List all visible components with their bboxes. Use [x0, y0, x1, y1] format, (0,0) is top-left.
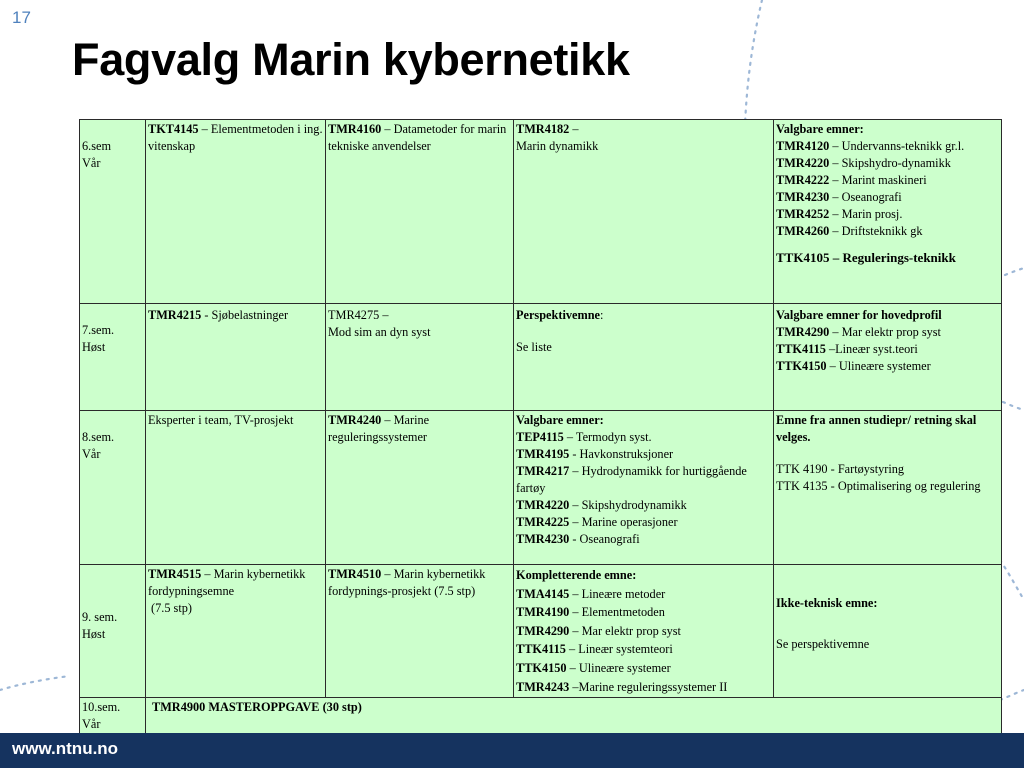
- elective-heading: Valgbare emner:: [776, 122, 864, 136]
- course-text: – Marin kybernetikk fordypnings-prosjekt (7.5 stp): [328, 567, 486, 598]
- elective-heading: Valgbare emner for hovedprofil: [776, 308, 942, 322]
- list-item: TMR4225 – Marine operasjoner: [516, 515, 678, 529]
- list-item: TMR4217 – Hydrodynamikk for hurtiggående fartøy: [516, 464, 747, 495]
- course-cell: [146, 565, 326, 698]
- list-item: TMR4290 – Mar elektr prop syst: [516, 623, 681, 638]
- list-item: TTK4150 – Ulineære systemer: [516, 660, 671, 675]
- extra-course: TTK4105 – Regulerings-teknikk: [776, 250, 956, 265]
- list-item: TMR4222 – Marint maskineri: [776, 173, 927, 187]
- course-text: – Marine reguleringssystemer: [328, 413, 430, 444]
- semester-season: Vår: [82, 156, 101, 170]
- elective-cell: [514, 565, 774, 698]
- course-cell: [146, 304, 326, 411]
- semester-season: Vår: [82, 447, 101, 461]
- course-cell: [146, 120, 326, 304]
- footer-bar: [0, 733, 1024, 768]
- course-table: [79, 119, 1002, 750]
- list-item: TTK4150 – Ulineære systemer: [776, 359, 931, 373]
- semester-label: 10.sem.: [82, 700, 121, 715]
- elective-heading: Kompletterende emne:: [516, 568, 637, 582]
- see-list-text: Se perspektivemne: [776, 637, 870, 651]
- course-cell: [514, 304, 774, 411]
- list-item: TMR4190 – Elementmetoden: [516, 605, 665, 620]
- semester-label: 7.sem.: [82, 323, 115, 337]
- list-item: TTK 4190 - Fartøystyring: [776, 462, 905, 476]
- list-item: TMR4252 – Marin prosj.: [776, 207, 903, 221]
- semester-season: Høst: [82, 340, 106, 354]
- elective-heading: Emne fra annen studiepr/ retning skal velges.: [776, 413, 977, 444]
- list-item: TTK4115 – Lineær systemteori: [516, 642, 673, 657]
- course-code: TMR4510: [328, 567, 382, 581]
- course-text: – Datametoder for marin tekniske anvendelser: [328, 122, 507, 153]
- slide-number: 17: [12, 8, 31, 27]
- course-code: TMR4215: [148, 308, 202, 322]
- see-list-text: Se liste: [516, 340, 552, 354]
- semester-season: Høst: [82, 627, 106, 641]
- semester-season: Vår: [82, 717, 101, 732]
- list-item: TMR4230 - Oseanografi: [516, 532, 640, 546]
- thesis-title: TMR4900 MASTEROPPGAVE (30 stp): [152, 700, 362, 715]
- course-code: TMR4240: [328, 413, 382, 427]
- list-item: TTK 4135 - Optimalisering og regulering: [776, 479, 981, 493]
- semester-label: 6.sem: [82, 139, 112, 153]
- course-text: – Marin kybernetikk fordypningsemne: [148, 567, 306, 598]
- semester-cell: [80, 411, 146, 565]
- table-row: [80, 411, 1002, 565]
- elective-cell: [774, 565, 1002, 698]
- course-text: – Elementmetoden i ing. vitenskap: [148, 122, 323, 153]
- table-row: [80, 120, 1002, 304]
- page-title: Fagvalg Marin kybernetikk: [72, 34, 630, 85]
- list-item: TMA4145 – Lineære metoder: [516, 586, 666, 601]
- course-text: Mod sim an dyn syst: [328, 325, 431, 339]
- course-cell: [326, 565, 514, 698]
- course-code: TMR4182: [516, 122, 570, 136]
- list-item: TMR4290 – Mar elektr prop syst: [776, 325, 941, 339]
- course-code: TMR4515: [148, 567, 202, 581]
- list-item: TMR4260 – Driftsteknikk gk: [776, 224, 923, 238]
- list-item: TMR4195 - Havkonstruksjoner: [516, 447, 674, 461]
- course-text: Eksperter i team, TV-prosjekt: [148, 413, 294, 427]
- elective-heading: Perspektivemne: [516, 308, 601, 322]
- course-cell: [514, 120, 774, 304]
- semester-cell: [80, 304, 146, 411]
- elective-heading: Valgbare emner:: [516, 413, 604, 427]
- list-item: TMR4220 – Skipshydrodynamikk: [516, 498, 687, 512]
- list-item: TEP4115 – Termodyn syst.: [516, 430, 652, 444]
- semester-cell: [80, 120, 146, 304]
- list-item: TMR4230 – Oseanografi: [776, 190, 902, 204]
- course-code: TKT4145: [148, 122, 199, 136]
- course-code: TMR4275 –: [328, 308, 389, 322]
- course-text: - Sjøbelastninger: [201, 308, 289, 322]
- semester-label: 8.sem.: [82, 430, 115, 444]
- heading-suffix: :: [600, 308, 604, 322]
- course-cell: [326, 120, 514, 304]
- elective-heading: Ikke-teknisk emne:: [776, 596, 878, 610]
- elective-cell: [774, 304, 1002, 411]
- course-cell: [146, 411, 326, 565]
- list-item: TMR4220 – Skipshydro-dynamikk: [776, 156, 951, 170]
- course-cell: [326, 304, 514, 411]
- semester-label: 9. sem.: [82, 610, 118, 624]
- elective-cell: [514, 411, 774, 565]
- course-cell: [326, 411, 514, 565]
- list-item: TMR4120 – Undervanns-teknikk gr.l.: [776, 139, 965, 153]
- table-row: [80, 565, 1002, 698]
- list-item: TMR4243 –Marine reguleringssystemer II: [516, 679, 728, 694]
- footer-url[interactable]: www.ntnu.no: [12, 739, 119, 758]
- course-code: TMR4160: [328, 122, 382, 136]
- table-row: [80, 304, 1002, 411]
- elective-cell: [774, 120, 1002, 304]
- course-text: Marin dynamikk: [516, 139, 599, 153]
- course-text: –: [569, 122, 579, 136]
- course-credits: (7.5 stp): [151, 601, 192, 615]
- elective-cell: [774, 411, 1002, 565]
- list-item: TTK4115 –Lineær syst.teori: [776, 342, 918, 356]
- semester-cell: [80, 565, 146, 698]
